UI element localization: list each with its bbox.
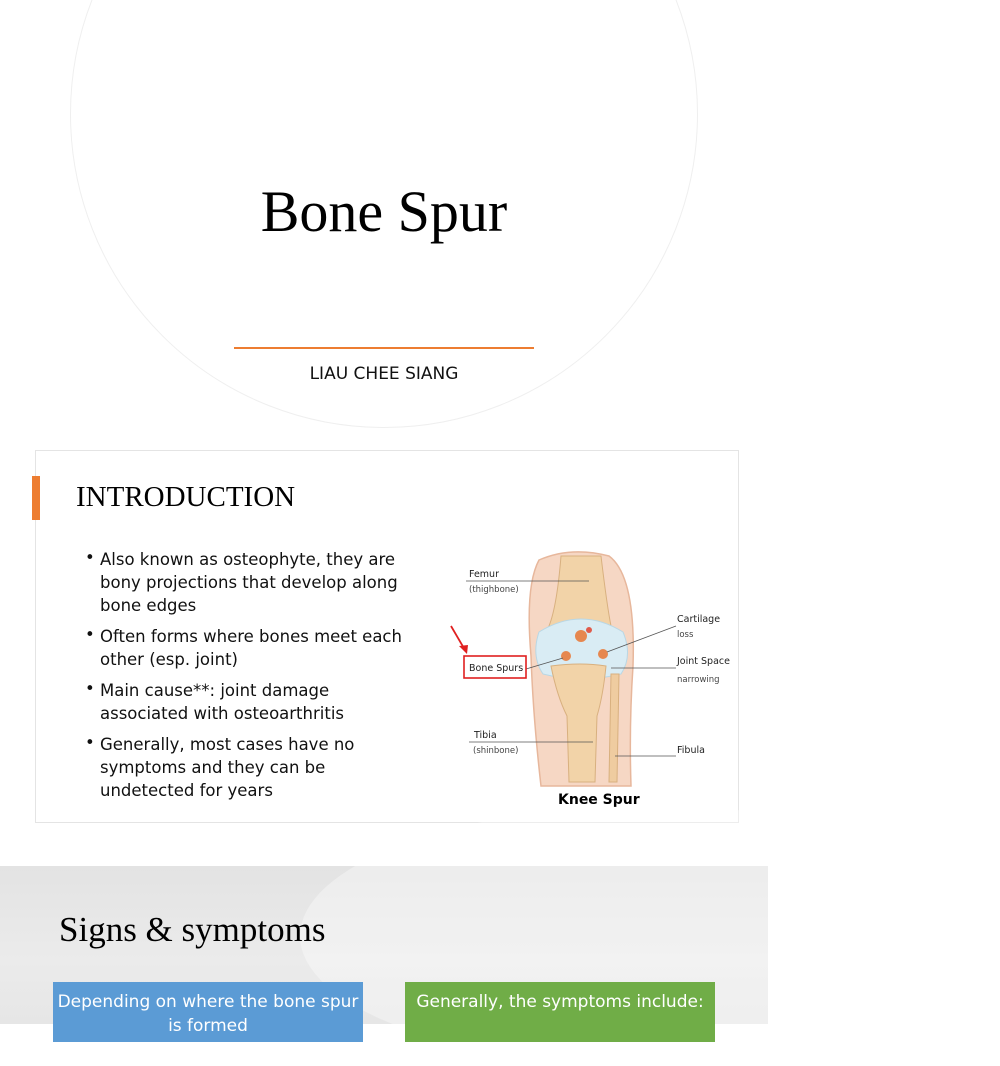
fibula-bone bbox=[609, 674, 619, 782]
slide-subtitle: LIAU CHEE SIANG bbox=[309, 364, 459, 384]
cartilage-damage-mark bbox=[586, 627, 592, 633]
bullet-item: • Also known as osteophyte, they are bony projections that develop along bone edges bbox=[84, 548, 404, 617]
introduction-heading: INTRODUCTION bbox=[76, 481, 296, 513]
bone-spurs-label: Bone Spurs bbox=[469, 663, 524, 674]
figure-caption: Knee Spur bbox=[558, 792, 640, 808]
title-divider bbox=[234, 347, 534, 349]
bullet-item: • Often forms where bones meet each other (esp. joint) bbox=[84, 625, 404, 671]
introduction-slide bbox=[35, 450, 739, 823]
femur-sublabel: (thighbone) bbox=[469, 585, 519, 595]
symptoms-box: Generally, the symptoms include: bbox=[405, 982, 715, 1042]
cartilage-sublabel: loss bbox=[677, 630, 694, 640]
tibia-label: Tibia bbox=[474, 730, 497, 741]
cartilage-label: Cartilage bbox=[677, 614, 721, 625]
joint-space-sublabel: narrowing bbox=[677, 675, 720, 685]
tibia-sublabel: (shinbone) bbox=[473, 746, 519, 756]
bone-spur-mark bbox=[561, 651, 571, 661]
title-slide bbox=[0, 0, 768, 432]
fibula-label: Fibula bbox=[677, 745, 705, 756]
cartilage-damage-mark bbox=[575, 630, 587, 642]
joint-space-label: Joint Space bbox=[677, 656, 730, 667]
location-box: Depending on where the bone spur is formed bbox=[53, 982, 363, 1042]
signs-heading: Signs & symptoms bbox=[59, 910, 326, 949]
knee-spur-diagram bbox=[421, 546, 730, 816]
femur-label: Femur bbox=[469, 569, 499, 580]
pointer-arrowhead bbox=[459, 645, 468, 654]
slide-title: Bone Spur bbox=[260, 179, 508, 244]
signs-symptoms-slide bbox=[0, 866, 768, 1036]
heading-accent-bar bbox=[32, 476, 40, 520]
introduction-bullets bbox=[84, 548, 404, 810]
cartilage-damage-mark bbox=[598, 649, 608, 659]
bullet-item: • Generally, most cases have no symptoms and they can be undetected for years bbox=[84, 733, 404, 802]
bullet-item: • Main cause**: joint damage associated with osteoarthritis bbox=[84, 679, 404, 725]
